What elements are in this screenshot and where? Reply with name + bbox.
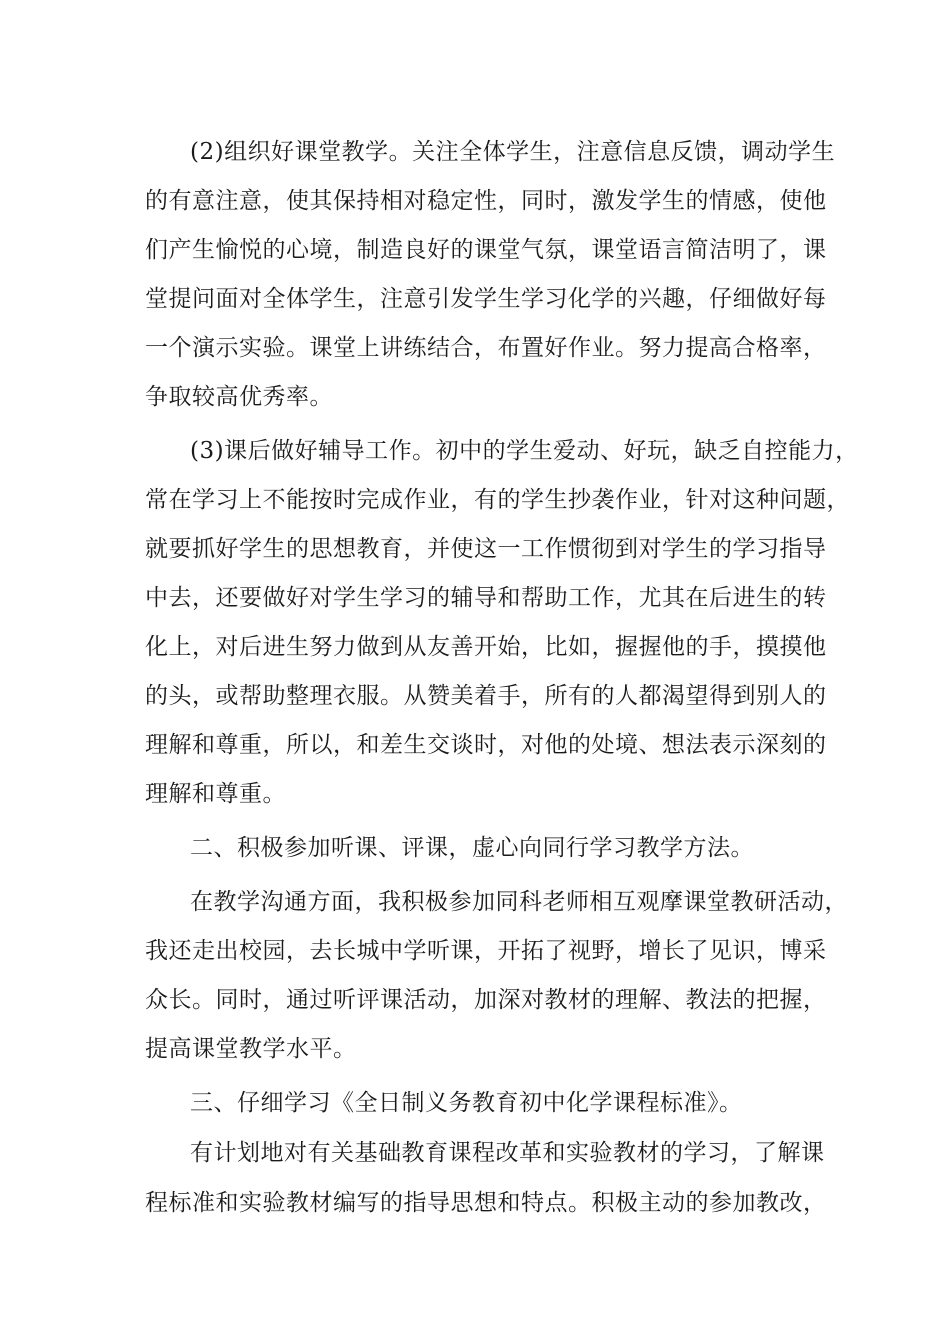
- section-3-paragraph-line-2: 程标准和实验教材编写的指导思想和特点。积极主动的参加教改，: [145, 1190, 827, 1216]
- paragraph-3-line-2: 常在学习上不能按时完成作业，有的学生抄袭作业，针对这种问题，: [145, 487, 850, 513]
- section-2-heading: 二、积极参加听课、评课，虚心向同行学习教学方法。: [190, 835, 754, 861]
- paragraph-2-line-1: (2)组织好课堂教学。关注全体学生，注意信息反馈，调动学生: [190, 139, 836, 165]
- section-2-paragraph-line-2: 我还走出校园，去长城中学听课，开拓了视野，增长了见识，博采: [145, 938, 827, 964]
- section-3-paragraph-line-1: 有计划地对有关基础教育课程改革和实验教材的学习，了解课: [190, 1140, 825, 1166]
- paragraph-3-line-3: 就要抓好学生的思想教育，并使这一工作惯彻到对学生的学习指导: [145, 536, 827, 562]
- section-2-paragraph-line-3: 众长。同时，通过听评课活动，加深对教材的理解、教法的把握，: [145, 987, 827, 1013]
- paragraph-2-line-6: 争取较高优秀率。: [145, 384, 333, 410]
- paragraph-3-line-5: 化上，对后进生努力做到从友善开始，比如，握握他的手，摸摸他: [145, 634, 827, 660]
- section-2-paragraph-line-1: 在教学沟通方面，我积极参加同科老师相互观摩课堂教研活动，: [190, 889, 848, 915]
- paragraph-2-line-2: 的有意注意，使其保持相对稳定性，同时，激发学生的情感，使他: [145, 188, 827, 214]
- paragraph-2-line-5: 一个演示实验。课堂上讲练结合，布置好作业。努力提高合格率，: [145, 335, 827, 361]
- paragraph-2-line-3: 们产生愉悦的心境，制造良好的课堂气氛，课堂语言简洁明了，课: [145, 237, 827, 263]
- paragraph-2-line-4: 堂提问面对全体学生，注意引发学生学习化学的兴趣，仔细做好每: [145, 286, 827, 312]
- paragraph-3-line-8: 理解和尊重。: [145, 781, 286, 807]
- section-2-paragraph-line-4: 提高课堂教学水平。: [145, 1036, 357, 1062]
- paragraph-3-line-4: 中去，还要做好对学生学习的辅导和帮助工作，尤其在后进生的转: [145, 585, 827, 611]
- paragraph-3-line-7: 理解和尊重，所以，和差生交谈时，对他的处境、想法表示深刻的: [145, 732, 827, 758]
- paragraph-3-line-1: (3)课后做好辅导工作。初中的学生爱动、好玩，缺乏自控能力，: [190, 438, 859, 464]
- section-3-heading: 三、仔细学习《全日制义务教育初中化学课程标准》。: [190, 1090, 743, 1116]
- paragraph-3-line-6: 的头，或帮助整理衣服。从赞美着手，所有的人都渴望得到别人的: [145, 683, 827, 709]
